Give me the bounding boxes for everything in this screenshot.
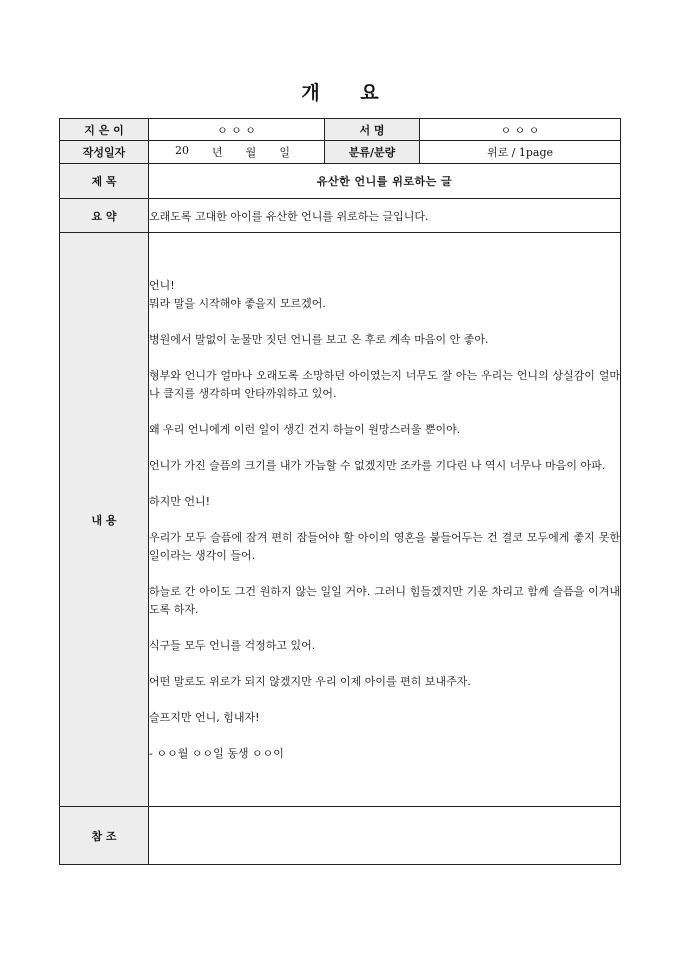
content-paragraph-1 [149,277,620,313]
date-year-unit: 년 [212,146,223,159]
content-paragraph-2: 병원에서 말없이 눈물만 짓던 언니를 보고 온 후로 계속 마음이 안 좋아. [149,332,489,346]
category-label: 분류/분량 [325,141,420,164]
signature-label: 서 명 [325,119,420,141]
content-line: 언니! [149,278,175,292]
content-body [149,233,621,807]
summary-row [60,199,621,233]
content-paragraph-11: 슬프지만 언니, 힘내자! [149,710,260,724]
content-paragraph-9: 식구들 모두 언니를 걱정하고 있어. [149,638,316,652]
date-label: 작성일자 [60,141,149,164]
date-value [149,141,325,164]
subject-label: 제 목 [60,164,149,199]
date-row [60,141,621,164]
signature-value: ㅇ ㅇ ㅇ [420,119,621,141]
date-month-unit: 월 [245,146,257,159]
category-value: 위로 / 1page [420,141,621,164]
reference-value [149,807,621,865]
summary-label: 요 약 [60,199,149,233]
content-line: 뭐라 말을 시작해야 좋을지 모르겠어. [149,296,326,310]
subject-value: 유산한 언니를 위로하는 글 [149,164,621,199]
author-row [60,119,621,141]
document-form-table [59,118,621,865]
content-paragraph-10: 어떤 말로도 위로가 되지 않겠지만 우리 이제 아이를 편히 보내주자. [149,674,471,688]
content-paragraph-4: 왜 우리 언니에게 이런 일이 생긴 건지 하늘이 원망스러울 뿐이야. [149,422,461,436]
content-paragraph-6: 하지만 언니! [149,494,211,508]
content-paragraph-8: 하늘로 간 아이도 그건 원하지 않는 일일 거야. 그러니 힘들겠지만 기운 차리고 함께 슬픔을 이겨내도록 하자. [149,584,620,616]
content-label: 내 용 [60,233,149,807]
reference-label: 참 조 [60,807,149,865]
content-paragraph-5: 언니가 가진 슬픔의 크기를 내가 가늠할 수 없겠지만 조카를 기다린 나 역시 너무나 마음이 아파. [149,458,606,472]
content-signoff: - ㅇㅇ월 ㅇㅇ일 동생 ㅇㅇ이 [149,746,284,760]
content-row [60,233,621,807]
page-title: 개 요 [301,82,379,104]
author-value: ㅇ ㅇ ㅇ [149,119,325,141]
content-paragraph-7: 우리가 모두 슬픔에 잠겨 편히 잠들어야 할 아이의 영혼을 붙들어두는 건 결코 모두에게 좋지 못한 일이라는 생각이 들어. [149,530,620,562]
date-year: 20 [175,144,189,157]
content-paragraph-3: 형부와 언니가 얼마나 오래도록 소망하던 아이였는지 너무도 잘 아는 우리는 언니의 상실감이 얼마나 클지를 생각하며 안타까워하고 있어. [149,368,620,400]
summary-value: 오래도록 고대한 아이를 유산한 언니를 위로하는 글입니다. [149,199,621,233]
subject-row [60,164,621,199]
reference-row [60,807,621,865]
date-day-unit: 일 [279,146,290,159]
author-label: 지 은 이 [60,119,149,141]
